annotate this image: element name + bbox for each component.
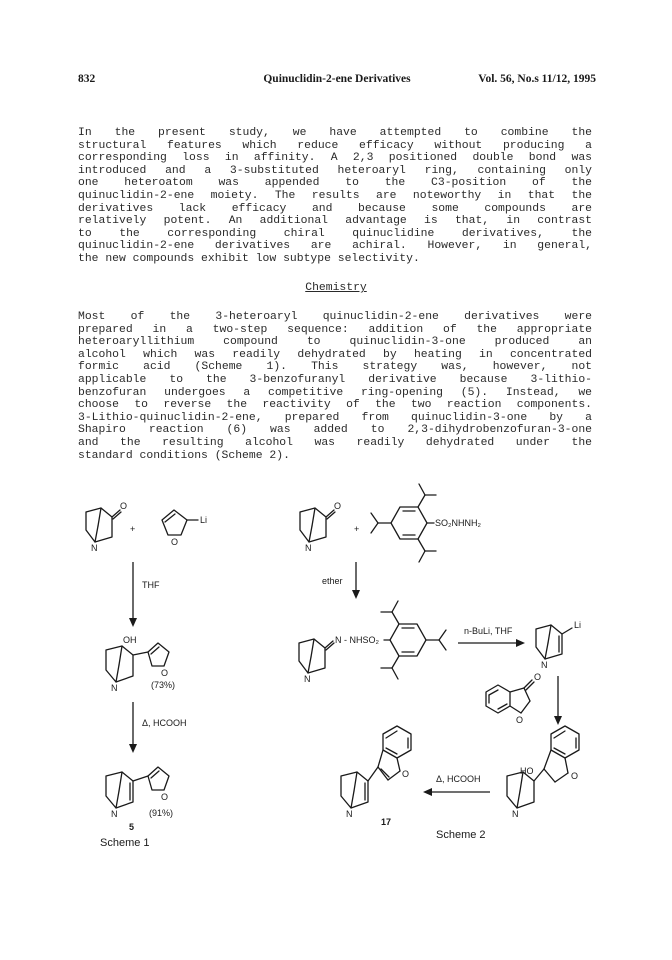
quinuclidinone-structure-2 — [300, 501, 341, 553]
text-line: structural features which reduce efficacy without producing a — [78, 139, 592, 152]
atom-label: N — [111, 809, 118, 819]
trisylhydrazide-structure — [371, 484, 481, 562]
reagent-nbuli: n-BuLi, THF — [464, 626, 513, 636]
text-line: Most of the 3-heteroaryl quinuclidin-2-ene derivatives were — [78, 311, 592, 323]
atom-label: O — [334, 501, 342, 511]
section-heading: Chemistry — [305, 282, 367, 294]
running-head — [78, 73, 596, 89]
atom-label: N — [304, 674, 311, 684]
scheme-1-caption: Scheme 1 — [100, 837, 150, 849]
text-line: one heteroatom was appended to the C3-position of the — [78, 177, 592, 190]
compound-5-label: 5 — [129, 822, 135, 832]
atom-label: O — [171, 537, 179, 547]
text-line: formic acid (Scheme 1). This strategy was, however, not — [78, 361, 592, 374]
atom-label: N — [91, 543, 98, 553]
text-line: to the corresponding chiral quinuclidine derivatives, the — [78, 227, 592, 240]
text-line: quinuclidin-2-ene moiety. The results are noteworthy in that the — [78, 189, 592, 202]
atom-label: N — [512, 809, 519, 819]
reagent-hcooh-2: Δ, HCOOH — [436, 774, 481, 784]
text-line: applicable to the 3-benzofuranyl derivative because 3-lithio- — [78, 373, 592, 386]
scheme-1 — [86, 501, 207, 849]
intro-paragraph — [78, 127, 592, 266]
quinuclidinone-structure — [86, 501, 127, 553]
reagent-ether: ether — [322, 576, 343, 586]
page-number: 832 — [78, 73, 96, 85]
scheme-2 — [299, 484, 581, 841]
atom-label: O — [534, 672, 542, 682]
text-line: derivatives lack efficacy and because some compounds are — [78, 202, 592, 215]
text-line: heteroaryllithium compound to quinuclidin-3-one produced an — [78, 336, 592, 349]
atom-label: O — [120, 501, 128, 511]
alcohol-intermediate-2 — [507, 726, 579, 819]
yield-73: (73%) — [151, 680, 176, 690]
atom-label: O — [161, 792, 169, 802]
plus-sign-2: + — [354, 524, 360, 534]
atom-label: N — [111, 683, 118, 693]
text-line: and the resulting alcohol was readily dehydrated under the — [78, 436, 592, 449]
text-line: benzofuran undergoes a competitive ring-opening (5). Instead, we — [78, 386, 592, 399]
atom-label: Li — [574, 620, 582, 630]
hydrazone-group: N - NHSO₂ — [335, 635, 379, 645]
text-line: Shapiro reaction (6) was added to 2,3-dihydrobenzofuran-3-one — [78, 424, 592, 437]
text-line: quinuclidin-2-ene derivatives are achiral. However, in general, — [78, 240, 592, 253]
product-17-structure — [341, 726, 411, 819]
text-line: alcohol which was readily dehydrated by heating in concentrated — [78, 348, 592, 361]
lithio-quinuclidene-structure — [536, 620, 581, 670]
yield-91: (91%) — [149, 808, 174, 818]
plus-sign: + — [130, 524, 136, 534]
chemistry-paragraph — [78, 311, 592, 462]
text-line: prepared in a two-step sequence: addition of the appropriate — [78, 323, 592, 336]
atom-label: N — [541, 660, 548, 670]
atom-label: O — [516, 715, 524, 725]
compound-17-label: 17 — [381, 817, 392, 827]
schemes-drawing — [0, 480, 672, 860]
reaction-schemes — [0, 480, 672, 860]
text-line: 3-Lithio-quinuclidin-2-ene, prepared from quinuclidin-3-one by a — [78, 411, 592, 424]
text-line: In the present study, we have attempted to combine the — [78, 127, 592, 139]
text-line: the new compounds exhibit low subtype selectivity. — [78, 252, 420, 265]
text-line: relatively potent. An additional advantage is that, in contrast — [78, 215, 592, 228]
atom-label: O — [161, 668, 169, 678]
sulfonyl-hydrazide-group: SO₂NHNH₂ — [435, 518, 481, 528]
text-line: corresponding loss in affinity. A 2,3 positioned double bond was — [78, 152, 592, 165]
running-title: Quinuclidin-2-ene Derivatives — [263, 73, 411, 85]
text-line: choose to reverse the reactivity of the two reaction components. — [78, 399, 592, 412]
atom-label: O — [571, 771, 579, 781]
atom-label: N — [346, 809, 353, 819]
reagent-hcooh: Δ, HCOOH — [142, 718, 187, 728]
volume-info: Vol. 56, No.s 11/12, 1995 — [478, 73, 596, 85]
benzofuranone-structure — [486, 672, 541, 725]
furyllithium-structure — [162, 510, 207, 547]
atom-label: N — [305, 543, 312, 553]
trisylhydrazone-structure — [299, 601, 446, 684]
reagent-thf: THF — [142, 580, 160, 590]
atom-label: HO — [520, 766, 534, 776]
atom-label: Li — [200, 515, 208, 525]
text-line: introduced and a 3-substituted heteroaryl ring, containing only — [78, 164, 592, 177]
text-line: standard conditions (Scheme 2). — [78, 449, 290, 462]
atom-label: OH — [123, 635, 137, 645]
atom-label: O — [402, 769, 410, 779]
scheme-2-caption: Scheme 2 — [436, 829, 486, 841]
